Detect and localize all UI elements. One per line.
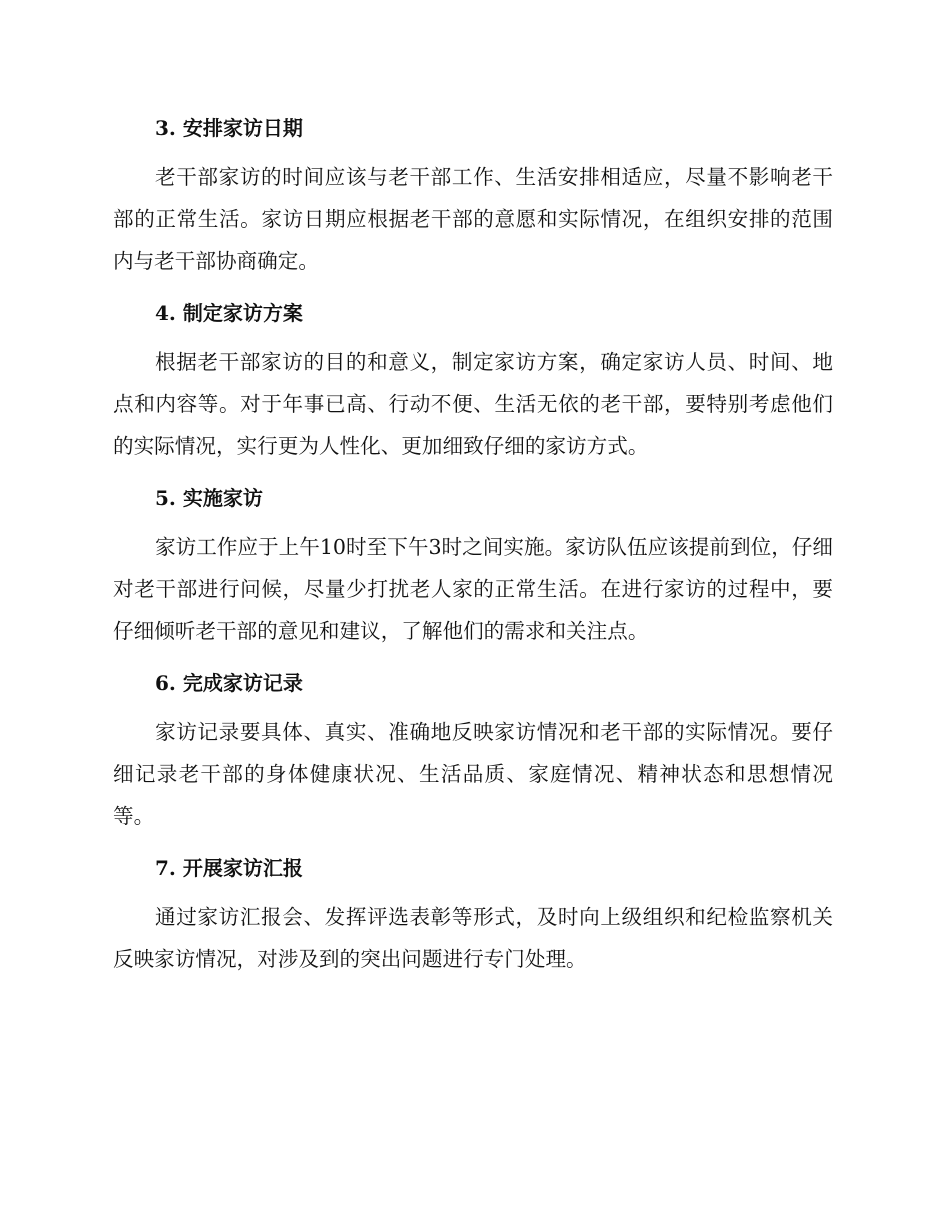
section-paragraph: 通过家访汇报会、发挥评选表彰等形式，及时向上级组织和纪检监察机关反映家访情况，对涉及到的突出问题进行专门处理。 bbox=[113, 905, 833, 971]
section-complete-visit-record bbox=[113, 663, 833, 837]
section-visit-report bbox=[113, 848, 833, 980]
section-heading: 7. 开展家访汇报 bbox=[155, 856, 303, 880]
section-paragraph: 根据老干部家访的目的和意义，制定家访方案，确定家访人员、时间、地点和内容等。对于年事已高、行动不便、生活无依的老干部，要特别考虑他们的实际情况，实行更为人性化、更加细致仔细的家访方式。 bbox=[113, 350, 833, 458]
section-heading: 3. 安排家访日期 bbox=[155, 116, 303, 140]
section-paragraph: 家访记录要具体、真实、准确地反映家访情况和老干部的实际情况。要仔细记录老干部的身体健康状况、生活品质、家庭情况、精神状态和思想情况等。 bbox=[113, 720, 833, 828]
document-content bbox=[113, 108, 833, 991]
section-conduct-visit bbox=[113, 478, 833, 652]
section-arrange-visit-date bbox=[113, 108, 833, 282]
section-heading: 4. 制定家访方案 bbox=[155, 301, 303, 325]
section-heading: 6. 完成家访记录 bbox=[155, 671, 303, 695]
section-heading: 5. 实施家访 bbox=[155, 486, 263, 510]
section-make-visit-plan bbox=[113, 293, 833, 467]
section-paragraph: 家访工作应于上午10时至下午3时之间实施。家访队伍应该提前到位，仔细对老干部进行问候，尽量少打扰老人家的正常生活。在进行家访的过程中，要仔细倾听老干部的意见和建议，了解他们的需求和关注点。 bbox=[113, 535, 833, 643]
section-paragraph: 老干部家访的时间应该与老干部工作、生活安排相适应，尽量不影响老干部的正常生活。家访日期应根据老干部的意愿和实际情况，在组织安排的范围内与老干部协商确定。 bbox=[113, 165, 833, 273]
